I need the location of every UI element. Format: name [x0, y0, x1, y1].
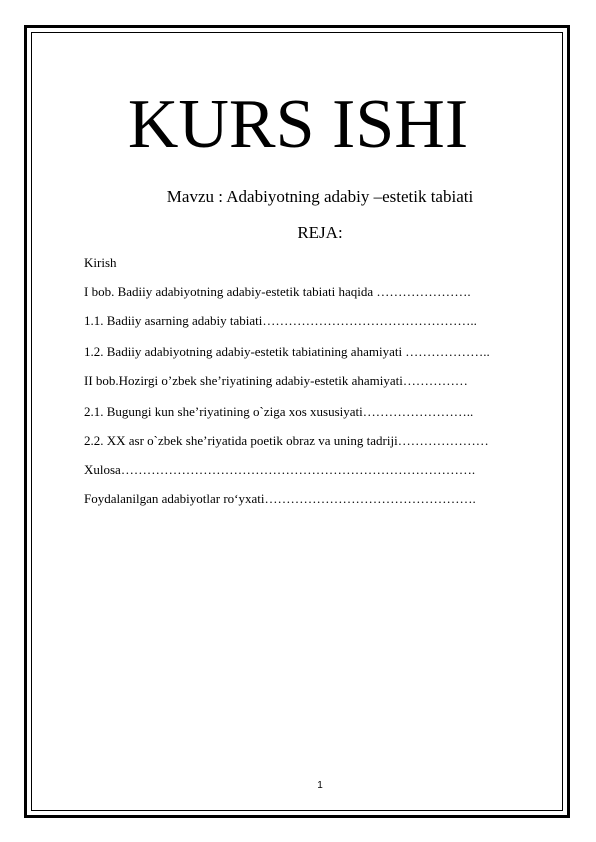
toc-item-chapter-2: II bob.Hozirgi o’zbek she’riyatining adabiy-estetik ahamiyati…………… — [84, 373, 468, 388]
toc-item-conclusion: Xulosa………………………………………………………………………. — [84, 462, 476, 477]
plan-heading: REJA: — [297, 223, 343, 242]
toc-item-chapter-1: I bob. Badiiy adabiyotning adabiy-estetik tabiati haqida …………………. — [84, 284, 471, 299]
document-subtitle: Mavzu : Adabiyotning adabiy –estetik tabiati — [166, 187, 474, 206]
toc-item-references: Foydalanilgan adabiyotlar ro‘yxati…………………………………………. — [84, 491, 476, 506]
toc-item-section-2-1: 2.1. Bugungi kun she’riyatining o`ziga xos xususiyati…………………….. — [84, 404, 474, 419]
toc-item-section-1-2: 1.2. Badiiy adabiyotning adabiy-estetik tabiatining ahamiyati ……………….. — [84, 344, 490, 359]
toc-item-section-1-1: 1.1. Badiiy asarning adabiy tabiati………………………………………….. — [84, 313, 477, 328]
document-title: KURS ISHI — [127, 86, 469, 163]
page-number: 1 — [317, 780, 323, 791]
toc-item-section-2-2: 2.2. XX asr o`zbek she’riyatida poetik obraz va uning tadriji………………… — [84, 433, 489, 448]
toc-item-introduction: Kirish — [84, 255, 117, 270]
